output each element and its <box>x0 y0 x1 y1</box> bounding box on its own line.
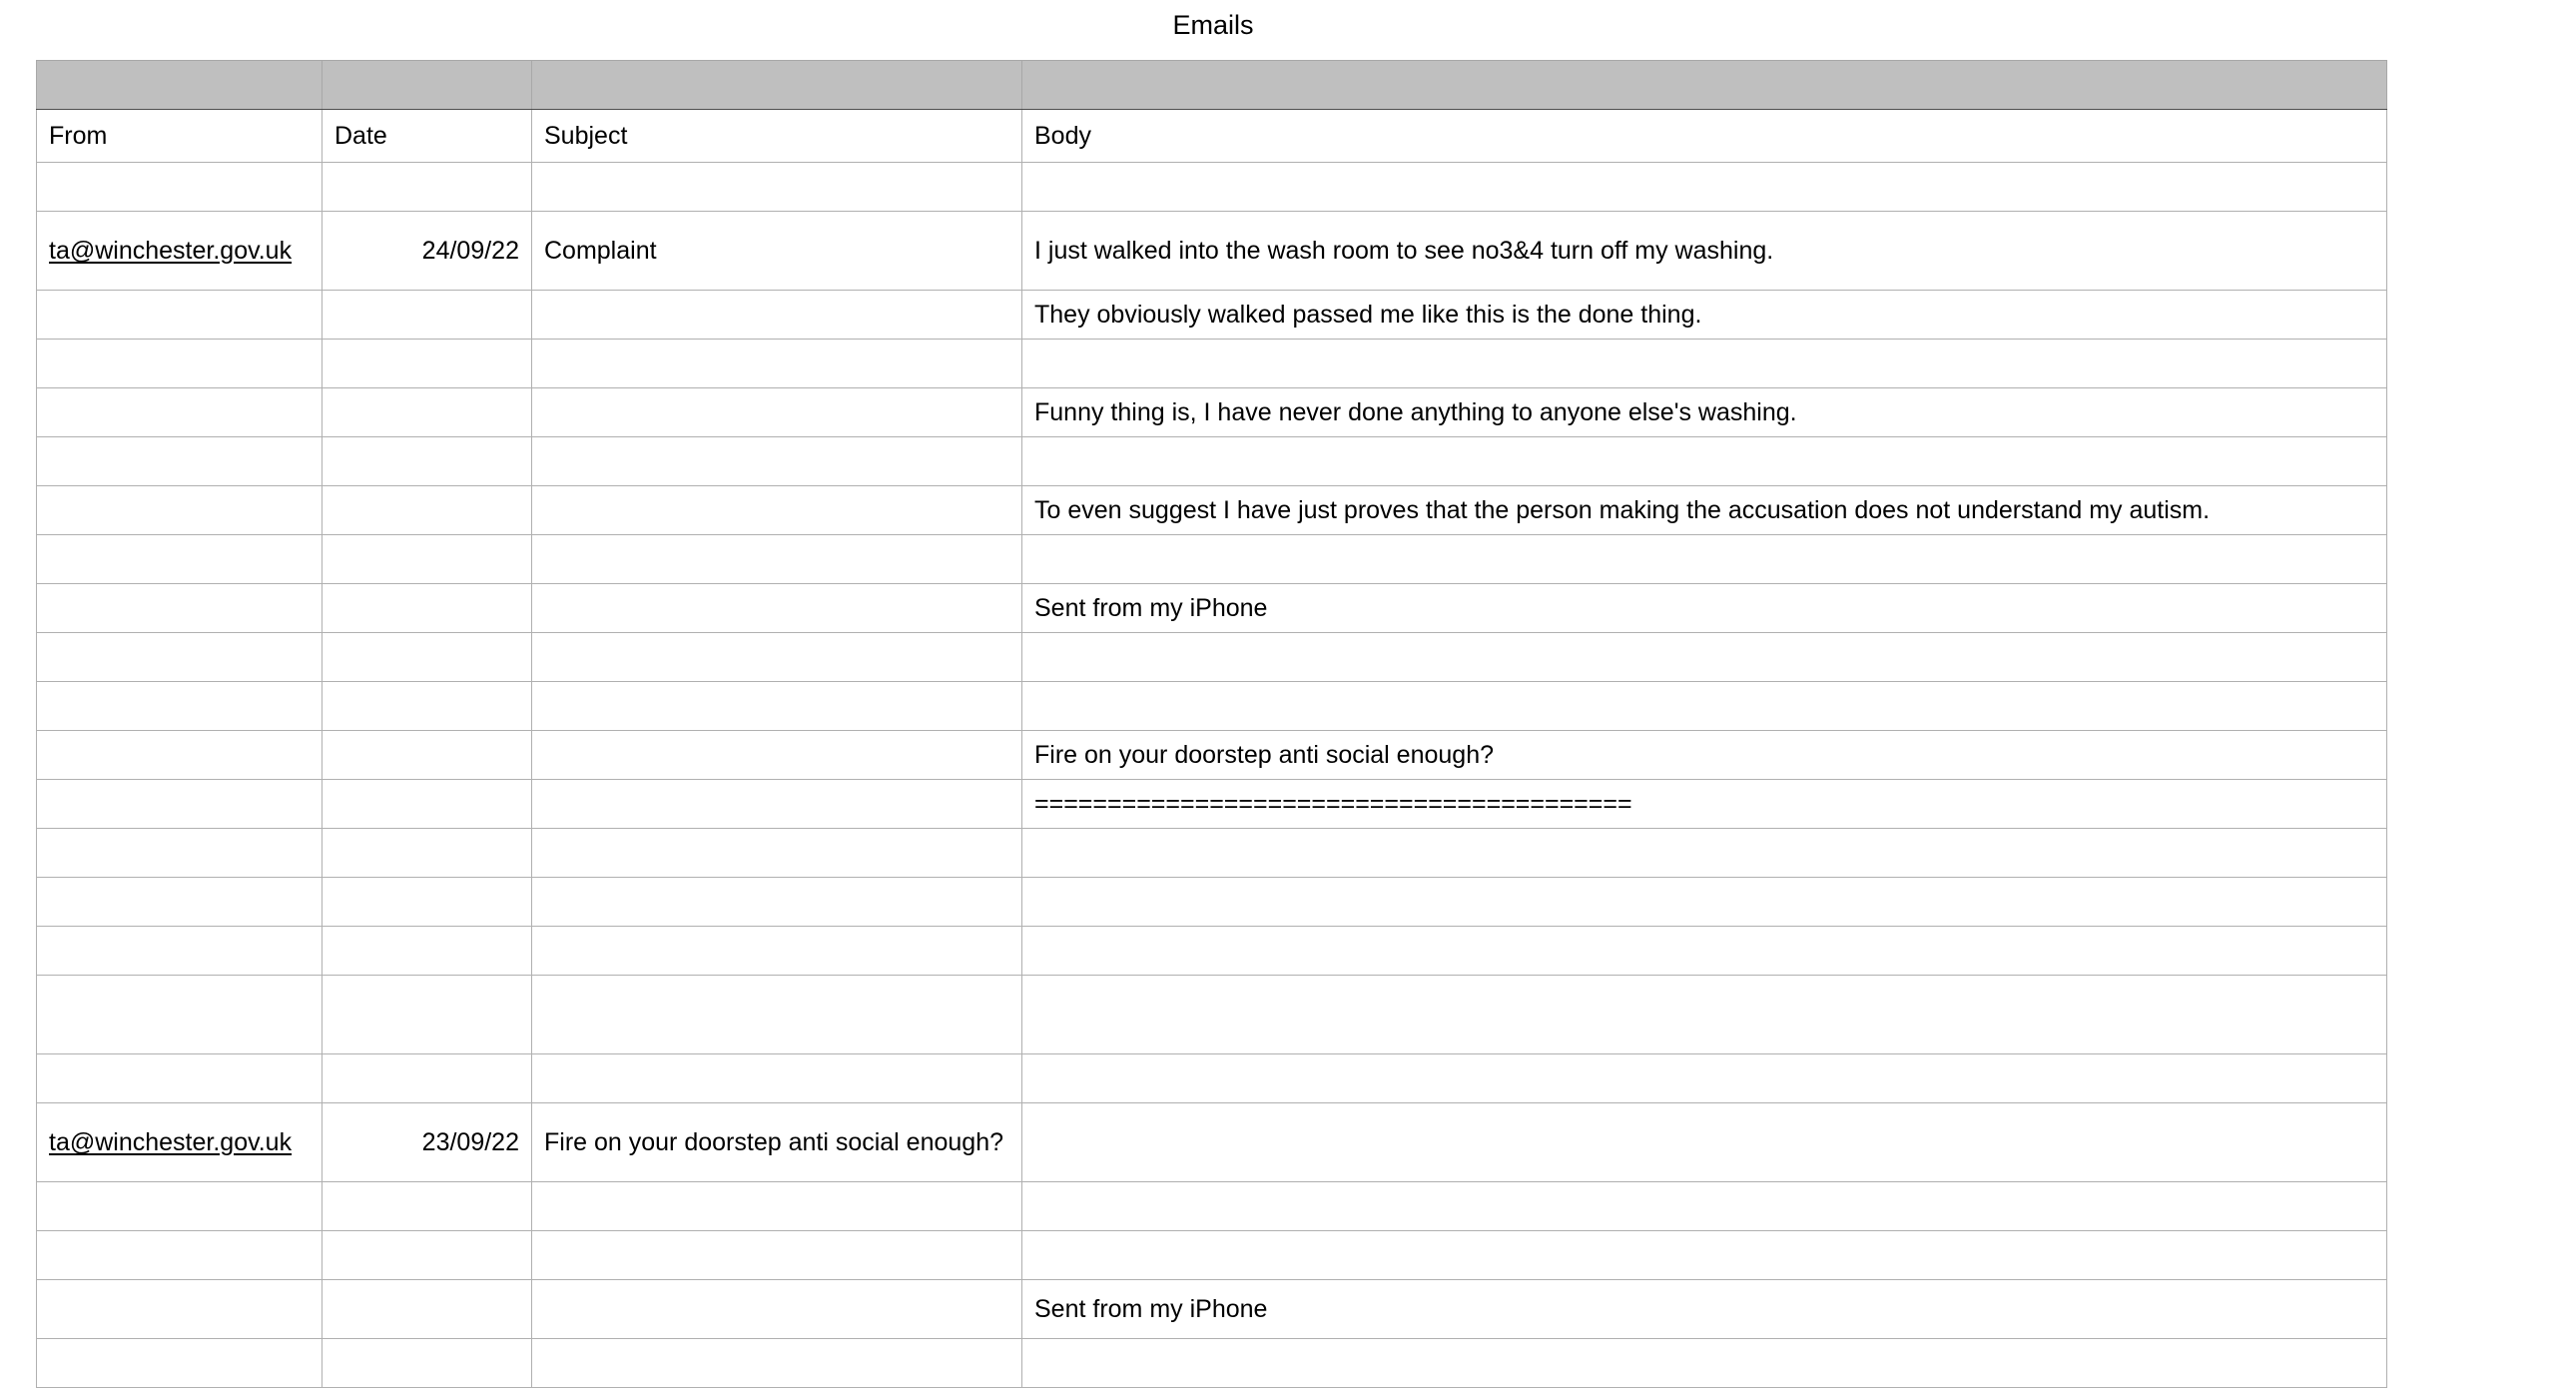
cell-from[interactable] <box>37 212 322 291</box>
sender-email-link[interactable]: ta@winchester.gov.uk <box>49 237 293 265</box>
cell-date <box>322 731 532 780</box>
cell-date <box>322 927 532 976</box>
cell-from <box>37 163 322 212</box>
cell-body <box>1022 388 2387 437</box>
cell-date <box>322 780 532 829</box>
cell-subject <box>532 731 1022 780</box>
cell-body <box>1022 340 2387 388</box>
table-row <box>37 633 2387 682</box>
cell-subject <box>532 829 1022 878</box>
sender-email-link[interactable]: ta@winchester.gov.uk <box>49 1128 293 1156</box>
cell-subject <box>532 1103 1022 1182</box>
cell-from <box>37 1182 322 1231</box>
emails-table <box>36 60 2387 1388</box>
cell-subject <box>532 291 1022 340</box>
cell-date <box>322 633 532 682</box>
cell-date <box>322 212 532 291</box>
cell-from <box>37 291 322 340</box>
cell-body <box>1022 1280 2387 1339</box>
cell-date <box>322 437 532 486</box>
cell-subject <box>532 878 1022 927</box>
table-row <box>37 682 2387 731</box>
cell-body <box>1022 927 2387 976</box>
band-cell-body <box>1022 61 2387 110</box>
table-header-row <box>37 110 2387 163</box>
cell-from <box>37 633 322 682</box>
cell-date <box>322 163 532 212</box>
table-row <box>37 976 2387 1054</box>
table-row <box>37 212 2387 291</box>
cell-date <box>322 1054 532 1103</box>
cell-date <box>322 829 532 878</box>
cell-date <box>322 291 532 340</box>
cell-date <box>322 682 532 731</box>
spreadsheet-container <box>36 60 2386 1388</box>
cell-from <box>37 829 322 878</box>
table-row <box>37 1054 2387 1103</box>
cell-from[interactable] <box>37 1103 322 1182</box>
cell-text: 23/09/22 <box>421 1128 519 1156</box>
cell-from <box>37 1231 322 1280</box>
table-row <box>37 486 2387 535</box>
cell-body <box>1022 1103 2387 1182</box>
column-header-subject: Subject <box>532 110 1022 163</box>
cell-subject <box>532 682 1022 731</box>
cell-from <box>37 1280 322 1339</box>
table-row <box>37 927 2387 976</box>
cell-from <box>37 878 322 927</box>
cell-date <box>322 535 532 584</box>
table-row <box>37 731 2387 780</box>
cell-text: ========================================= <box>1034 790 1632 818</box>
cell-body <box>1022 437 2387 486</box>
cell-from <box>37 976 322 1054</box>
cell-subject <box>532 633 1022 682</box>
cell-body <box>1022 633 2387 682</box>
cell-from <box>37 388 322 437</box>
cell-body <box>1022 1182 2387 1231</box>
table-row <box>37 1231 2387 1280</box>
cell-subject <box>532 780 1022 829</box>
cell-text: Funny thing is, I have never done anything to anyone else's washing. <box>1034 398 1797 426</box>
cell-date <box>322 1280 532 1339</box>
cell-body <box>1022 878 2387 927</box>
cell-subject <box>532 1054 1022 1103</box>
table-row <box>37 388 2387 437</box>
table-row <box>37 535 2387 584</box>
cell-body <box>1022 731 2387 780</box>
table-row <box>37 437 2387 486</box>
cell-from <box>37 927 322 976</box>
cell-body <box>1022 829 2387 878</box>
cell-body <box>1022 1339 2387 1388</box>
cell-text: 24/09/22 <box>421 237 519 265</box>
table-row <box>37 1103 2387 1182</box>
cell-from <box>37 535 322 584</box>
cell-date <box>322 584 532 633</box>
page-title: Emails <box>1172 10 1254 40</box>
cell-date <box>322 1182 532 1231</box>
table-row <box>37 584 2387 633</box>
cell-subject <box>532 1231 1022 1280</box>
cell-date <box>322 486 532 535</box>
cell-subject <box>532 1280 1022 1339</box>
cell-body <box>1022 584 2387 633</box>
cell-subject <box>532 535 1022 584</box>
cell-from <box>37 340 322 388</box>
cell-body <box>1022 291 2387 340</box>
cell-body <box>1022 1231 2387 1280</box>
cell-body <box>1022 535 2387 584</box>
cell-date <box>322 388 532 437</box>
cell-from <box>37 731 322 780</box>
table-row <box>37 829 2387 878</box>
cell-text: Complaint <box>544 237 657 265</box>
table-row <box>37 780 2387 829</box>
cell-subject <box>532 486 1022 535</box>
cell-text: I just walked into the wash room to see no3&4 turn off my washing. <box>1034 237 1774 265</box>
cell-from <box>37 1339 322 1388</box>
cell-body <box>1022 976 2387 1054</box>
cell-date <box>322 1231 532 1280</box>
band-cell-date <box>322 61 532 110</box>
table-row <box>37 163 2387 212</box>
cell-body <box>1022 682 2387 731</box>
cell-subject <box>532 584 1022 633</box>
cell-text: They obviously walked passed me like this is the done thing. <box>1034 301 1702 329</box>
table-row <box>37 340 2387 388</box>
table-row <box>37 1182 2387 1231</box>
cell-from <box>37 486 322 535</box>
cell-date <box>322 1103 532 1182</box>
cell-date <box>322 340 532 388</box>
column-header-date: Date <box>322 110 532 163</box>
cell-subject <box>532 437 1022 486</box>
cell-from <box>37 1054 322 1103</box>
cell-text: Fire on your doorstep anti social enough? <box>544 1128 1004 1156</box>
column-header-from: From <box>37 110 322 163</box>
cell-date <box>322 976 532 1054</box>
cell-from <box>37 780 322 829</box>
cell-from <box>37 682 322 731</box>
cell-body <box>1022 163 2387 212</box>
cell-text: Sent from my iPhone <box>1034 594 1268 622</box>
cell-subject <box>532 1339 1022 1388</box>
band-cell-subject <box>532 61 1022 110</box>
cell-subject <box>532 927 1022 976</box>
cell-text: To even suggest I have just proves that the person making the accusation does not understand my autism. <box>1034 496 2211 524</box>
cell-body <box>1022 486 2387 535</box>
cell-body <box>1022 212 2387 291</box>
cell-text: Sent from my iPhone <box>1034 1295 1268 1323</box>
cell-subject <box>532 163 1022 212</box>
table-row <box>37 1339 2387 1388</box>
cell-from <box>37 584 322 633</box>
cell-date <box>322 878 532 927</box>
band-cell-from <box>37 61 322 110</box>
table-band-row <box>37 61 2387 110</box>
cell-body <box>1022 780 2387 829</box>
cell-body <box>1022 1054 2387 1103</box>
table-row <box>37 878 2387 927</box>
cell-subject <box>532 976 1022 1054</box>
cell-subject <box>532 212 1022 291</box>
emails-table-body <box>37 61 2387 1388</box>
cell-subject <box>532 340 1022 388</box>
cell-text: Fire on your doorstep anti social enough? <box>1034 741 1495 769</box>
table-row <box>37 291 2387 340</box>
table-row <box>37 1280 2387 1339</box>
cell-date <box>322 1339 532 1388</box>
cell-from <box>37 437 322 486</box>
cell-subject <box>532 388 1022 437</box>
column-header-body: Body <box>1022 110 2387 163</box>
cell-subject <box>532 1182 1022 1231</box>
